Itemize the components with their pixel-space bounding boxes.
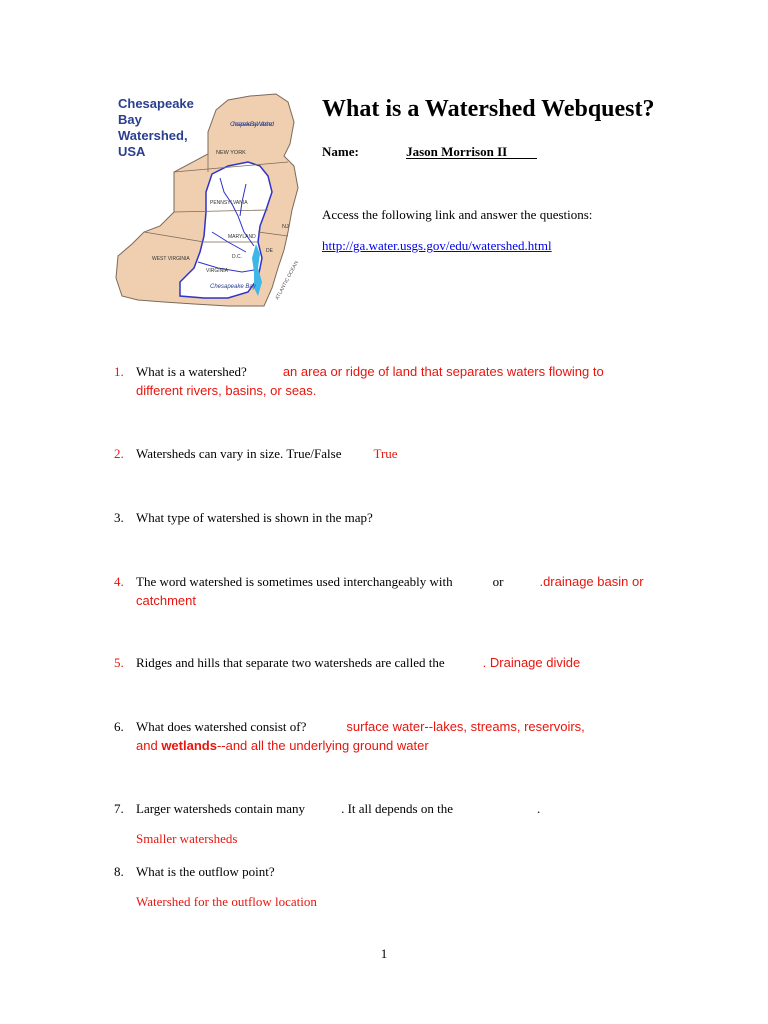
map-label-nj: NJ bbox=[282, 224, 289, 230]
map-label-dc: D.C. bbox=[232, 254, 242, 260]
page-number: 1 bbox=[380, 946, 388, 961]
answer-8: Watershed for the outflow location bbox=[136, 894, 317, 909]
page-title: What is a Watershed Webquest? bbox=[322, 96, 655, 122]
question-1 bbox=[114, 362, 674, 400]
answer-text: an area or ridge of land that separates waters flowing to bbox=[282, 364, 604, 379]
question-3 bbox=[114, 508, 674, 527]
map-label-va: VIRGINIA bbox=[206, 268, 228, 274]
map-label-ocean: ATLANTIC OCEAN bbox=[274, 260, 300, 301]
question-text-2: . It all depends on the bbox=[341, 801, 453, 816]
question-7 bbox=[114, 799, 674, 818]
question-text: What type of watershed is shown in the map? bbox=[136, 510, 373, 525]
map-label-wv: WEST VIRGINIA bbox=[152, 256, 190, 262]
question-number: 5. bbox=[114, 655, 124, 670]
question-8 bbox=[114, 862, 674, 881]
question-2 bbox=[114, 444, 674, 463]
answer-text: .drainage basin or bbox=[539, 574, 644, 589]
question-6 bbox=[114, 717, 674, 755]
intro-text: Access the following link and answer the questions: bbox=[322, 207, 593, 222]
answer-text: . Drainage divide bbox=[482, 655, 581, 670]
question-number: 4. bbox=[114, 574, 124, 589]
question-text-3: . bbox=[536, 801, 541, 816]
answer-text-cont: catchment bbox=[136, 593, 196, 608]
answer-text-cont: different rivers, basins, or seas. bbox=[136, 383, 317, 398]
answer-7: Smaller watersheds bbox=[136, 831, 238, 846]
question-number: 3. bbox=[114, 510, 124, 525]
question-4 bbox=[114, 572, 674, 610]
map-label-md: MARYLAND bbox=[228, 234, 256, 240]
answer-text: True bbox=[373, 446, 398, 461]
question-text: What does watershed consist of? bbox=[136, 719, 307, 734]
usgs-watershed-link[interactable]: http://ga.water.usgs.gov/edu/watershed.html bbox=[322, 238, 552, 253]
map-label-bay: Chesapeake Bay bbox=[210, 284, 256, 290]
question-number: 6. bbox=[114, 719, 124, 734]
map-label-pa: PENNSYLVANIA bbox=[210, 200, 248, 206]
question-number: 1. bbox=[114, 364, 124, 379]
question-number: 8. bbox=[114, 864, 124, 879]
answer-text-cont: and wetlands--and all the underlying ground water bbox=[136, 738, 429, 753]
question-text: Watersheds can vary in size. True/False bbox=[136, 446, 342, 461]
question-text: Ridges and hills that separate two watersheds are called the bbox=[136, 655, 445, 670]
map-title: Chesapeake Bay Watershed, USA bbox=[118, 96, 194, 159]
or-text: or bbox=[492, 574, 504, 589]
question-number: 7. bbox=[114, 801, 124, 816]
question-text: What is the outflow point? bbox=[136, 864, 275, 879]
question-text: Larger watersheds contain many bbox=[136, 801, 306, 816]
question-text: The word watershed is sometimes used interchangeably with bbox=[136, 574, 453, 589]
question-5 bbox=[114, 653, 674, 672]
question-text: What is a watershed? bbox=[136, 364, 247, 379]
answer-text: surface water--lakes, streams, reservoirs, bbox=[346, 719, 585, 734]
name-row bbox=[322, 144, 537, 160]
wetlands-bold: wetlands bbox=[161, 738, 217, 753]
map-label-watershed: Chesapeake Bay Watershed bbox=[230, 121, 274, 128]
map-label-ny: NEW YORK bbox=[216, 150, 246, 156]
name-label: Name: bbox=[322, 144, 359, 159]
map-label-de: DE bbox=[266, 248, 273, 254]
question-number: 2. bbox=[114, 446, 124, 461]
name-value[interactable]: Jason Morrison II bbox=[406, 145, 537, 159]
